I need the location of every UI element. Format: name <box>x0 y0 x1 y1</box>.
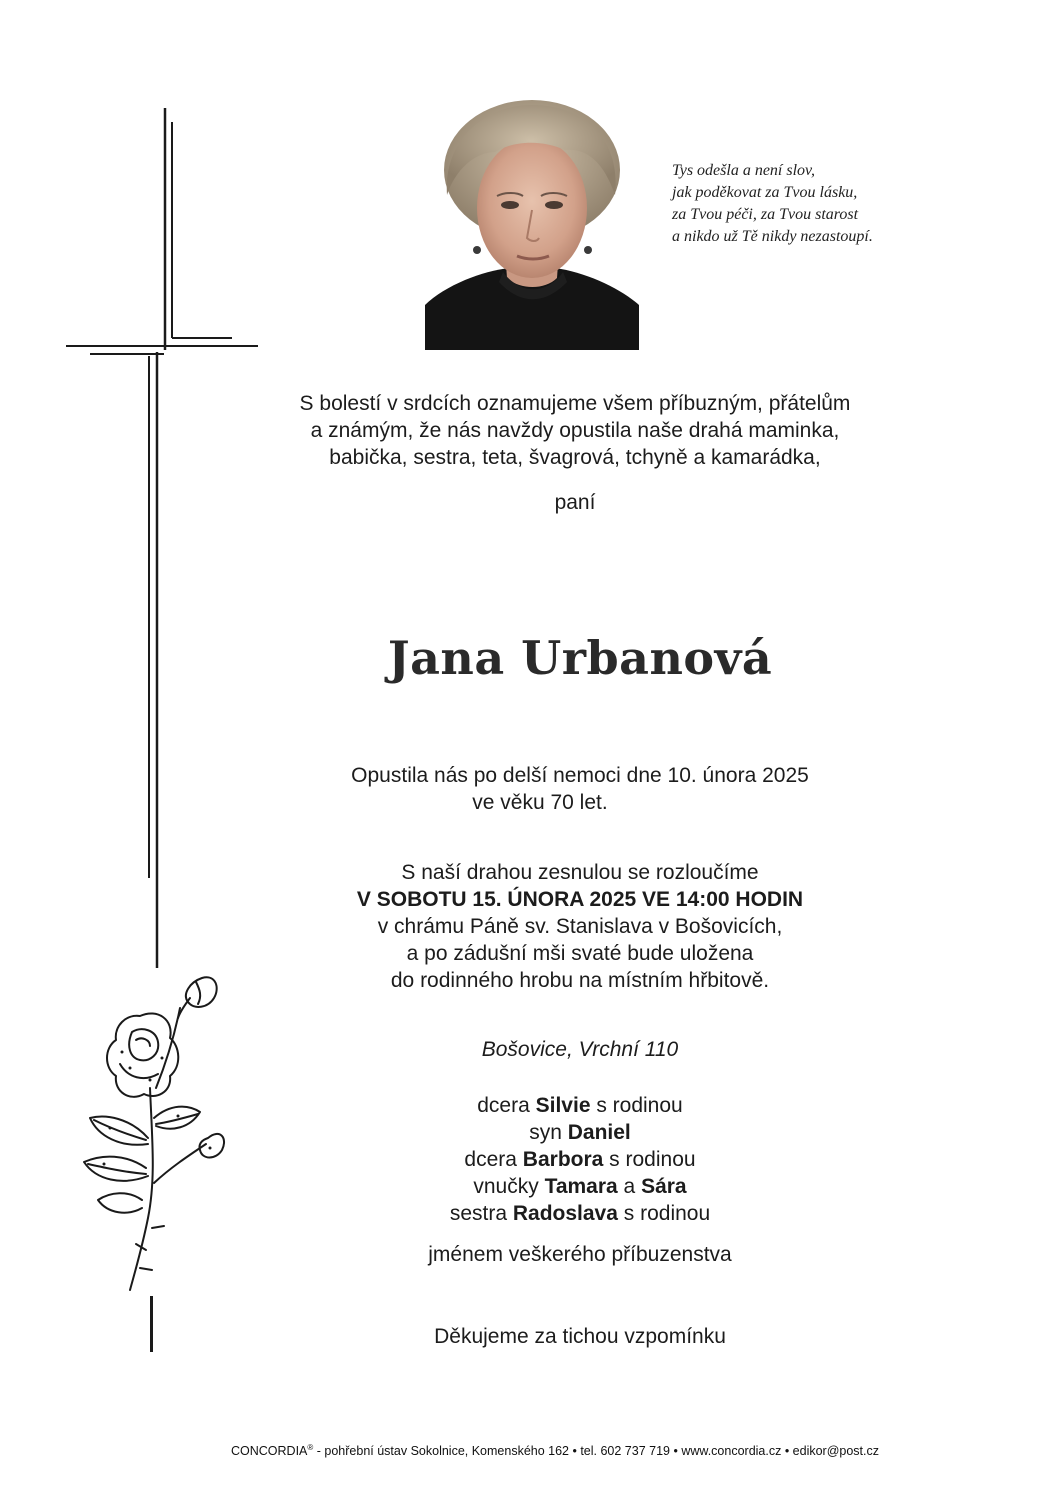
mourner-name: Radoslava <box>512 1202 618 1225</box>
ceremony-line: S naší drahou zesnulou se rozloučíme <box>401 861 759 884</box>
announcement <box>270 390 880 471</box>
mourner-conjunction: a <box>617 1175 642 1198</box>
ceremony-line: v chrámu Páně sv. Stanislava v Bošovicích, <box>377 915 783 938</box>
mourner-suffix: s rodinou <box>590 1094 683 1117</box>
cross-icon <box>60 100 270 980</box>
mourner-line <box>380 1200 780 1227</box>
ceremony-line: a po zádušní mši svaté bude uložena <box>406 942 754 965</box>
mourner-line <box>380 1173 780 1200</box>
honorific: paní <box>554 491 596 514</box>
footer-contact: - pohřební ústav Sokolnice, Komenského 162 • tel. 602 737 719 • www.concordia.cz • edikor@post.cz <box>313 1444 880 1459</box>
mourner-relation: vnučky <box>473 1175 545 1198</box>
mourner-line <box>380 1119 780 1146</box>
mourner-name: Tamara <box>544 1175 618 1198</box>
deceased-name: Jana Urbanová <box>387 631 773 685</box>
mourner-relation: syn <box>529 1121 568 1144</box>
ceremony-info <box>290 859 870 994</box>
registered-mark: ® <box>307 1443 314 1452</box>
on-behalf: jménem veškerého příbuzenstva <box>428 1243 732 1266</box>
mourner-name: Silvie <box>535 1094 591 1117</box>
death-notice-line: Opustila nás po delší nemoci dne 10. února 2025 <box>351 764 809 787</box>
mourner-line <box>380 1146 780 1173</box>
ceremony-date-time: V SOBOTU 15. ÚNORA 2025 VE 14:00 HODIN <box>356 888 804 911</box>
portrait-photo <box>425 100 639 350</box>
ceremony-line: do rodinného hrobu na místním hřbitově. <box>390 969 770 992</box>
announcement-line: S bolestí v srdcích oznamujeme všem příbuzným, přátelům <box>299 392 851 415</box>
mourner-relation: sestra <box>449 1202 513 1225</box>
poem-line: jak poděkovat za Tvou lásku, <box>672 184 858 201</box>
rose-icon <box>70 968 230 1298</box>
announcement-line: babička, sestra, teta, švagrová, tchyně a kamarádka, <box>329 446 821 469</box>
mourner-name: Daniel <box>567 1121 631 1144</box>
mourner-name: Sára <box>641 1175 687 1198</box>
mourner-suffix: s rodinou <box>603 1148 696 1171</box>
poem-line: a nikdo už Tě nikdy nezastoupí. <box>672 228 873 245</box>
mourner-relation: dcera <box>464 1148 523 1171</box>
mourners-list <box>380 1092 780 1227</box>
poem-line: za Tvou péči, za Tvou starost <box>672 206 859 223</box>
mourner-name: Barbora <box>522 1148 604 1171</box>
death-notice-age: ve věku 70 let. <box>472 791 608 814</box>
address: Bošovice, Vrchní 110 <box>481 1038 679 1061</box>
announcement-line: a známým, že nás navždy opustila naše drahá maminka, <box>310 419 840 442</box>
mourner-line <box>380 1092 780 1119</box>
thanks-line: Děkujeme za tichou vzpomínku <box>434 1325 726 1348</box>
mourner-relation: dcera <box>477 1094 536 1117</box>
footer <box>120 1439 990 1460</box>
footer-brand: CONCORDIA <box>230 1444 308 1459</box>
poem-line: Tys odešla a není slov, <box>672 162 815 179</box>
cross-foot-line <box>150 1296 153 1352</box>
mourner-suffix: s rodinou <box>617 1202 711 1225</box>
poem <box>672 160 942 248</box>
death-notice <box>300 762 860 816</box>
